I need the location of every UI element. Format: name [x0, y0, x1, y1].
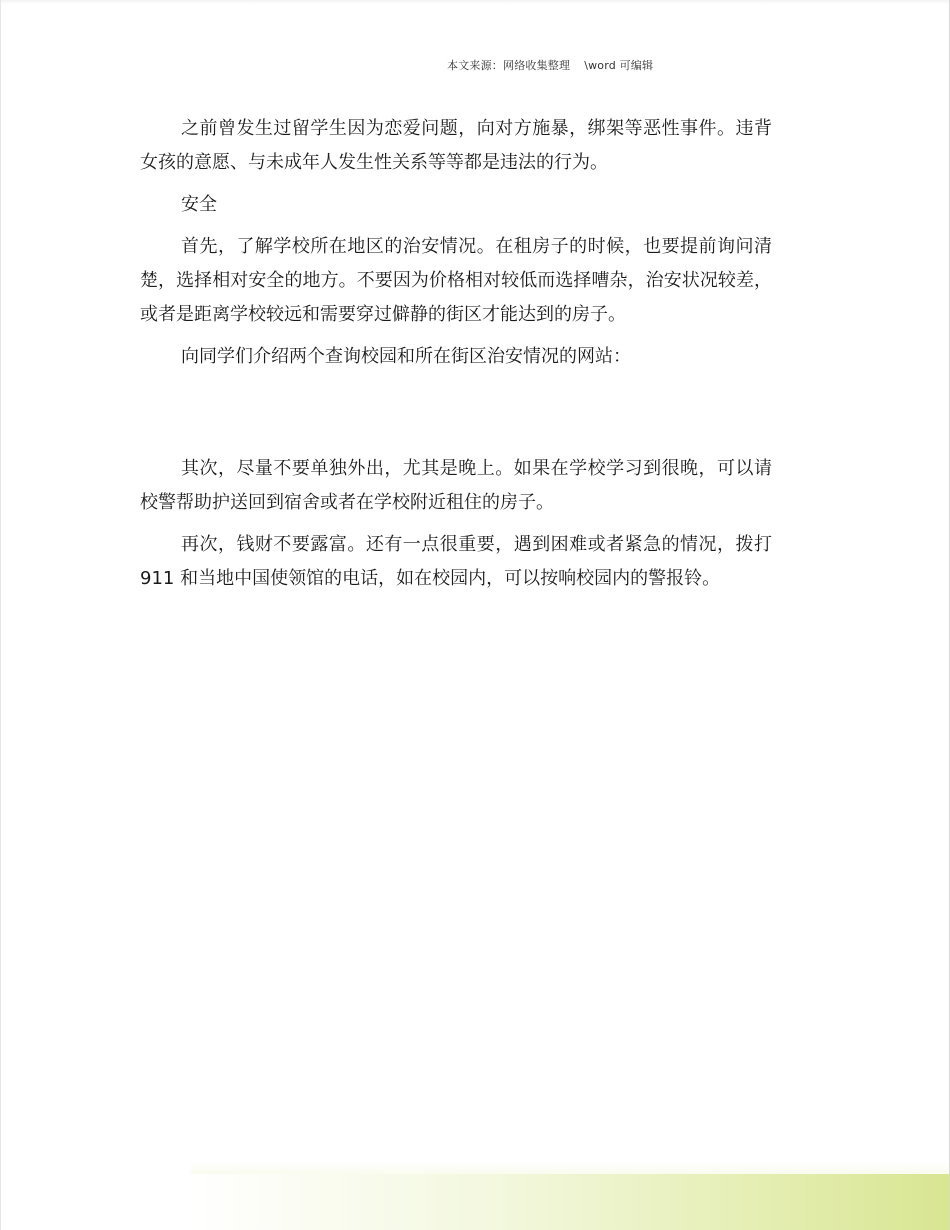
footer-decoration-fade: [191, 1162, 950, 1174]
page-top-edge: [1, 0, 950, 4]
paragraph-third: 再次，钱财不要露富。还有一点很重要，遇到困难或者紧急的情况，拨打 911 和当地中国使领馆的电话，如在校园内，可以按响校园内的警报铃。: [140, 534, 772, 589]
paragraph-second: 其次，尽量不要单独外出，尤其是晚上。如果在学校学习到很晚，可以请校警帮助护送回到宿舍或者在学校附近租住的房子。: [140, 458, 772, 513]
footer-decoration-band: [191, 1174, 950, 1230]
page-header: [447, 57, 653, 73]
document-body: [140, 112, 772, 604]
section-heading-safety: 安全: [181, 194, 217, 215]
header-source-label: 本文来源：网络收集整理: [447, 59, 571, 72]
paragraph-websites-intro: 向同学们介绍两个查询校园和所在街区治安情况的网站：: [181, 346, 631, 367]
paragraph-incidents: 之前曾发生过留学生因为恋爱问题，向对方施暴，绑架等恶性事件。违背女孩的意愿、与未成年人发生性关系等等都是违法的行为。: [140, 118, 772, 173]
paragraph-first: 首先，了解学校所在地区的治安情况。在租房子的时候，也要提前询问清楚，选择相对安全的地方。不要因为价格相对较低而选择嘈杂，治安状况较差，或者是距离学校较远和需要穿过僻静的街区才能达到的房子。: [140, 236, 772, 325]
header-editable-label: \word 可编辑: [584, 59, 654, 72]
